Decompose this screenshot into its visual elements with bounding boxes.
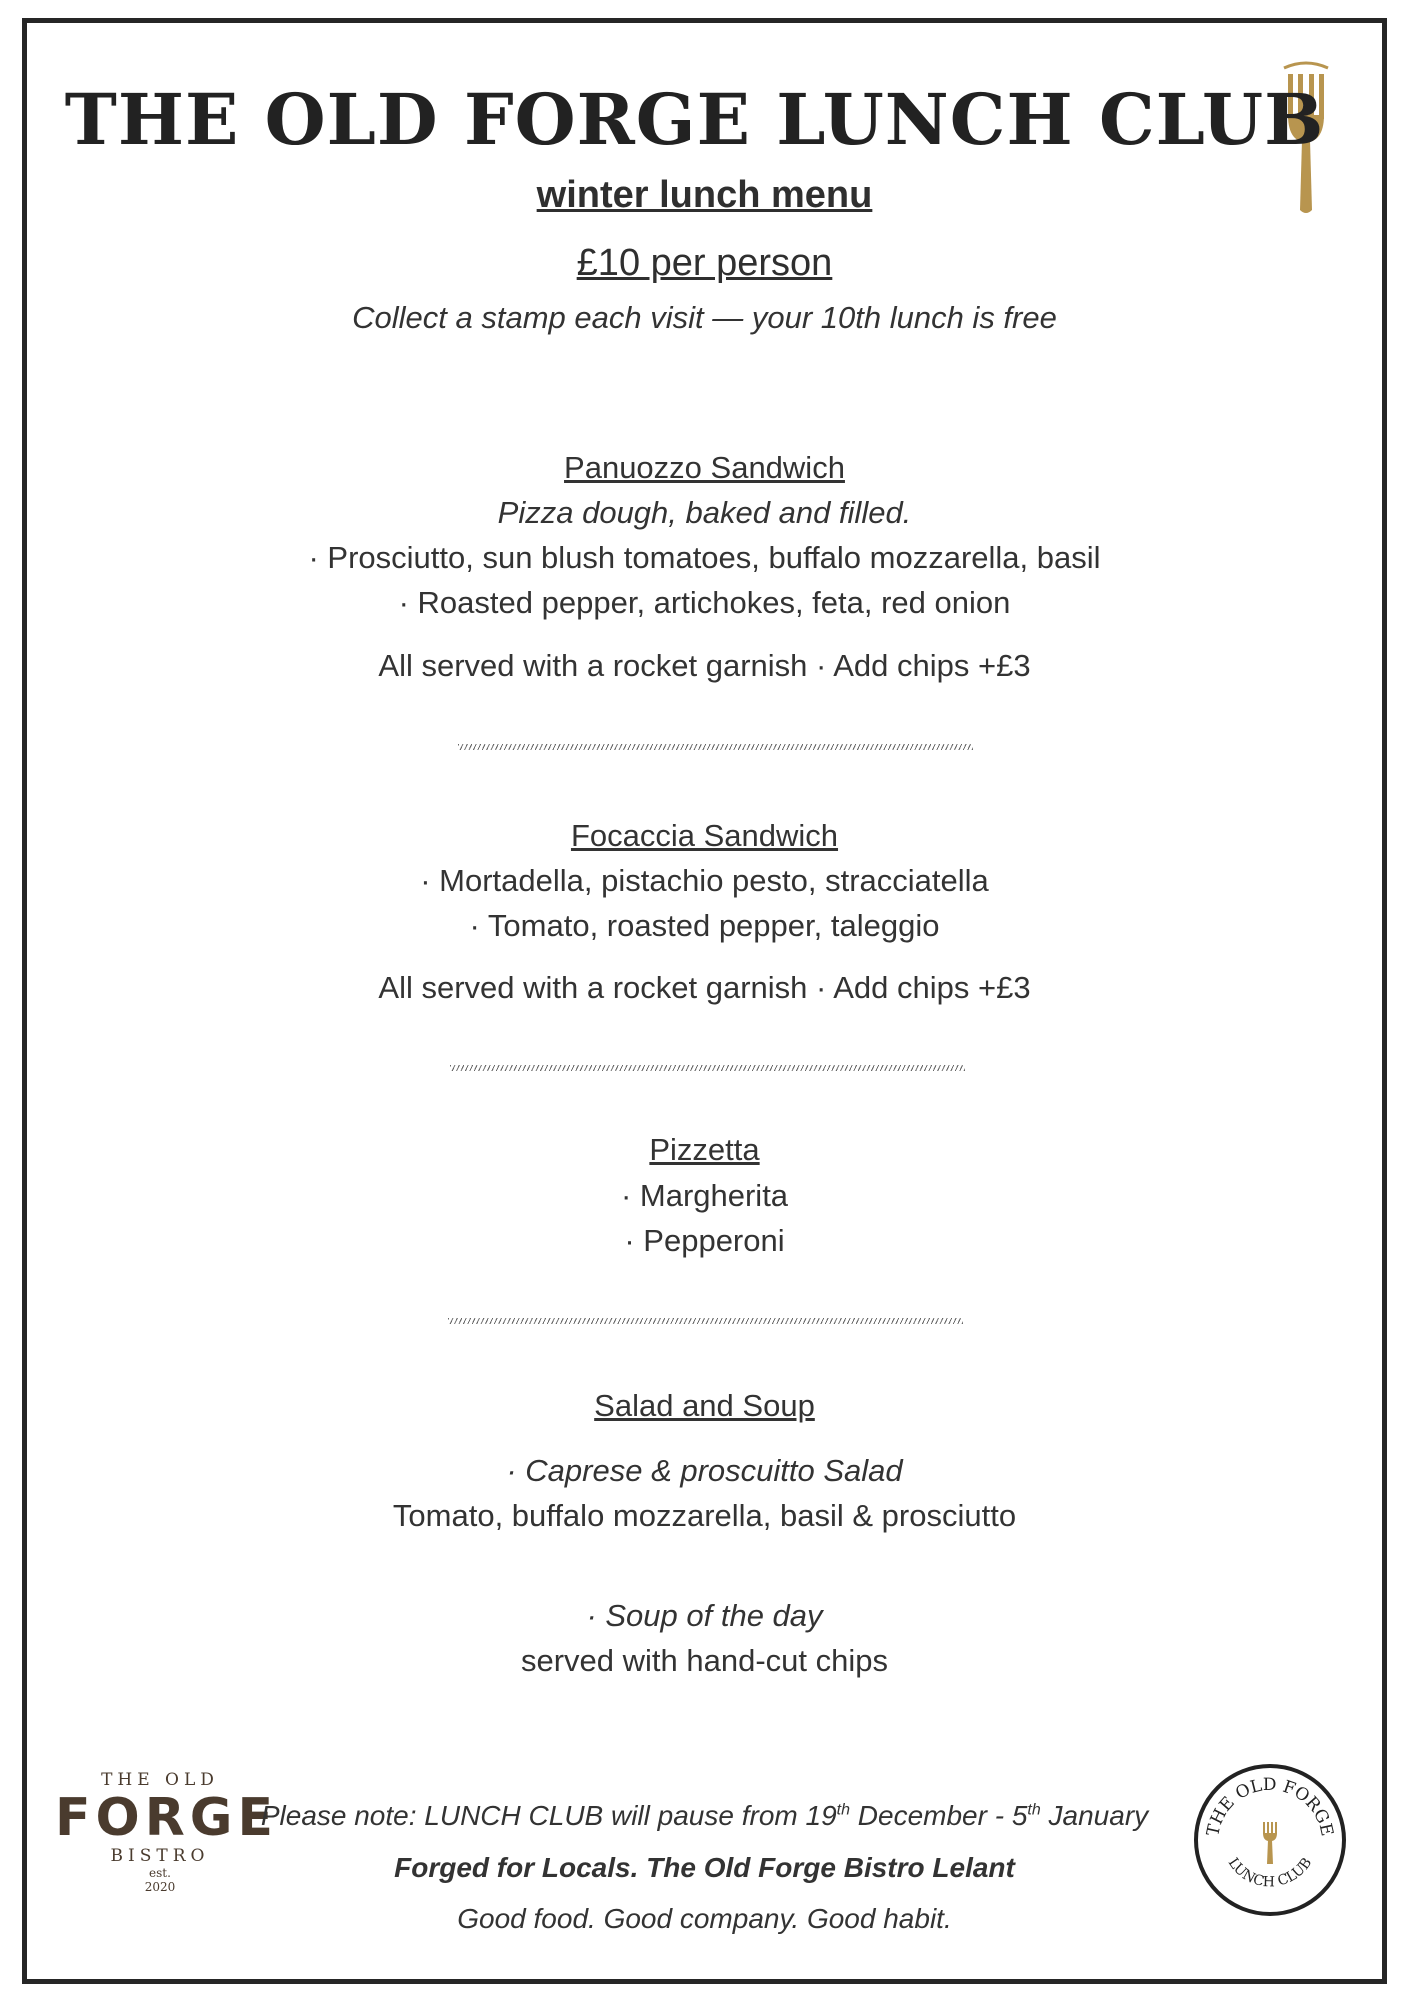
panuozzo-title: Panuozzo Sandwich	[564, 450, 845, 485]
salad-soup-title: Salad and Soup	[594, 1388, 815, 1423]
stamp-fork-icon	[1263, 1822, 1277, 1864]
menu-subtitle: winter lunch menu	[536, 174, 873, 216]
pizzetta-title: Pizzetta	[649, 1132, 760, 1167]
soup-description: served with hand-cut chips	[520, 1643, 889, 1678]
soup-name: · Soup of the day	[586, 1598, 823, 1633]
panuozzo-item: · Prosciutto, sun blush tomatoes, buffalo mozzarella, basil	[308, 540, 1101, 575]
logo-main-text: FORGE	[55, 1788, 278, 1848]
pause-note-sup: th	[1027, 1801, 1041, 1819]
panuozzo-item: · Roasted pepper, artichokes, feta, red onion	[398, 585, 1011, 620]
focaccia-note: All served with a rocket garnish · Add chips +£3	[378, 970, 1031, 1005]
pause-note-mid: December - 5	[850, 1800, 1028, 1831]
price: £10 per person	[576, 242, 833, 284]
stamp-top-text: THE OLD FORGE	[1203, 1774, 1337, 1838]
motto: Good food. Good company. Good habit.	[457, 1903, 952, 1934]
salad-name: · Caprese & proscuitto Salad	[506, 1453, 903, 1488]
logo-top-text: THE OLD	[101, 1770, 219, 1790]
logo-est-text: est.	[149, 1866, 171, 1880]
divider	[458, 744, 973, 750]
stamp-bottom-text: LUNCH CLUB	[1224, 1855, 1316, 1891]
lunch-club-stamp	[1190, 1760, 1350, 1925]
tagline: Collect a stamp each visit — your 10th lunch is free	[352, 300, 1057, 335]
logo-year-text: 2020	[144, 1880, 176, 1894]
panuozzo-note: All served with a rocket garnish · Add chips +£3	[378, 648, 1031, 683]
focaccia-item: · Mortadella, pistachio pesto, stracciatella	[420, 863, 989, 898]
logo-bottom-text: BISTRO	[110, 1846, 210, 1866]
pause-note-prefix: Please note: LUNCH CLUB will pause from 19	[260, 1800, 837, 1831]
menu-title: THE OLD FORGE LUNCH CLUB	[64, 78, 1325, 161]
pause-note-sup: th	[836, 1801, 850, 1819]
divider	[448, 1318, 963, 1324]
panuozzo-description: Pizza dough, baked and filled.	[497, 495, 912, 530]
divider	[450, 1065, 965, 1071]
locals-line: Forged for Locals. The Old Forge Bistro Lelant	[394, 1852, 1015, 1883]
pizzetta-item: · Margherita	[620, 1178, 789, 1213]
pizzetta-item: · Pepperoni	[624, 1223, 785, 1258]
pause-note-suffix: January	[1040, 1800, 1149, 1831]
focaccia-title: Focaccia Sandwich	[570, 818, 839, 853]
salad-description: Tomato, buffalo mozzarella, basil & prosciutto	[392, 1498, 1017, 1533]
focaccia-item: · Tomato, roasted pepper, taleggio	[469, 908, 940, 943]
